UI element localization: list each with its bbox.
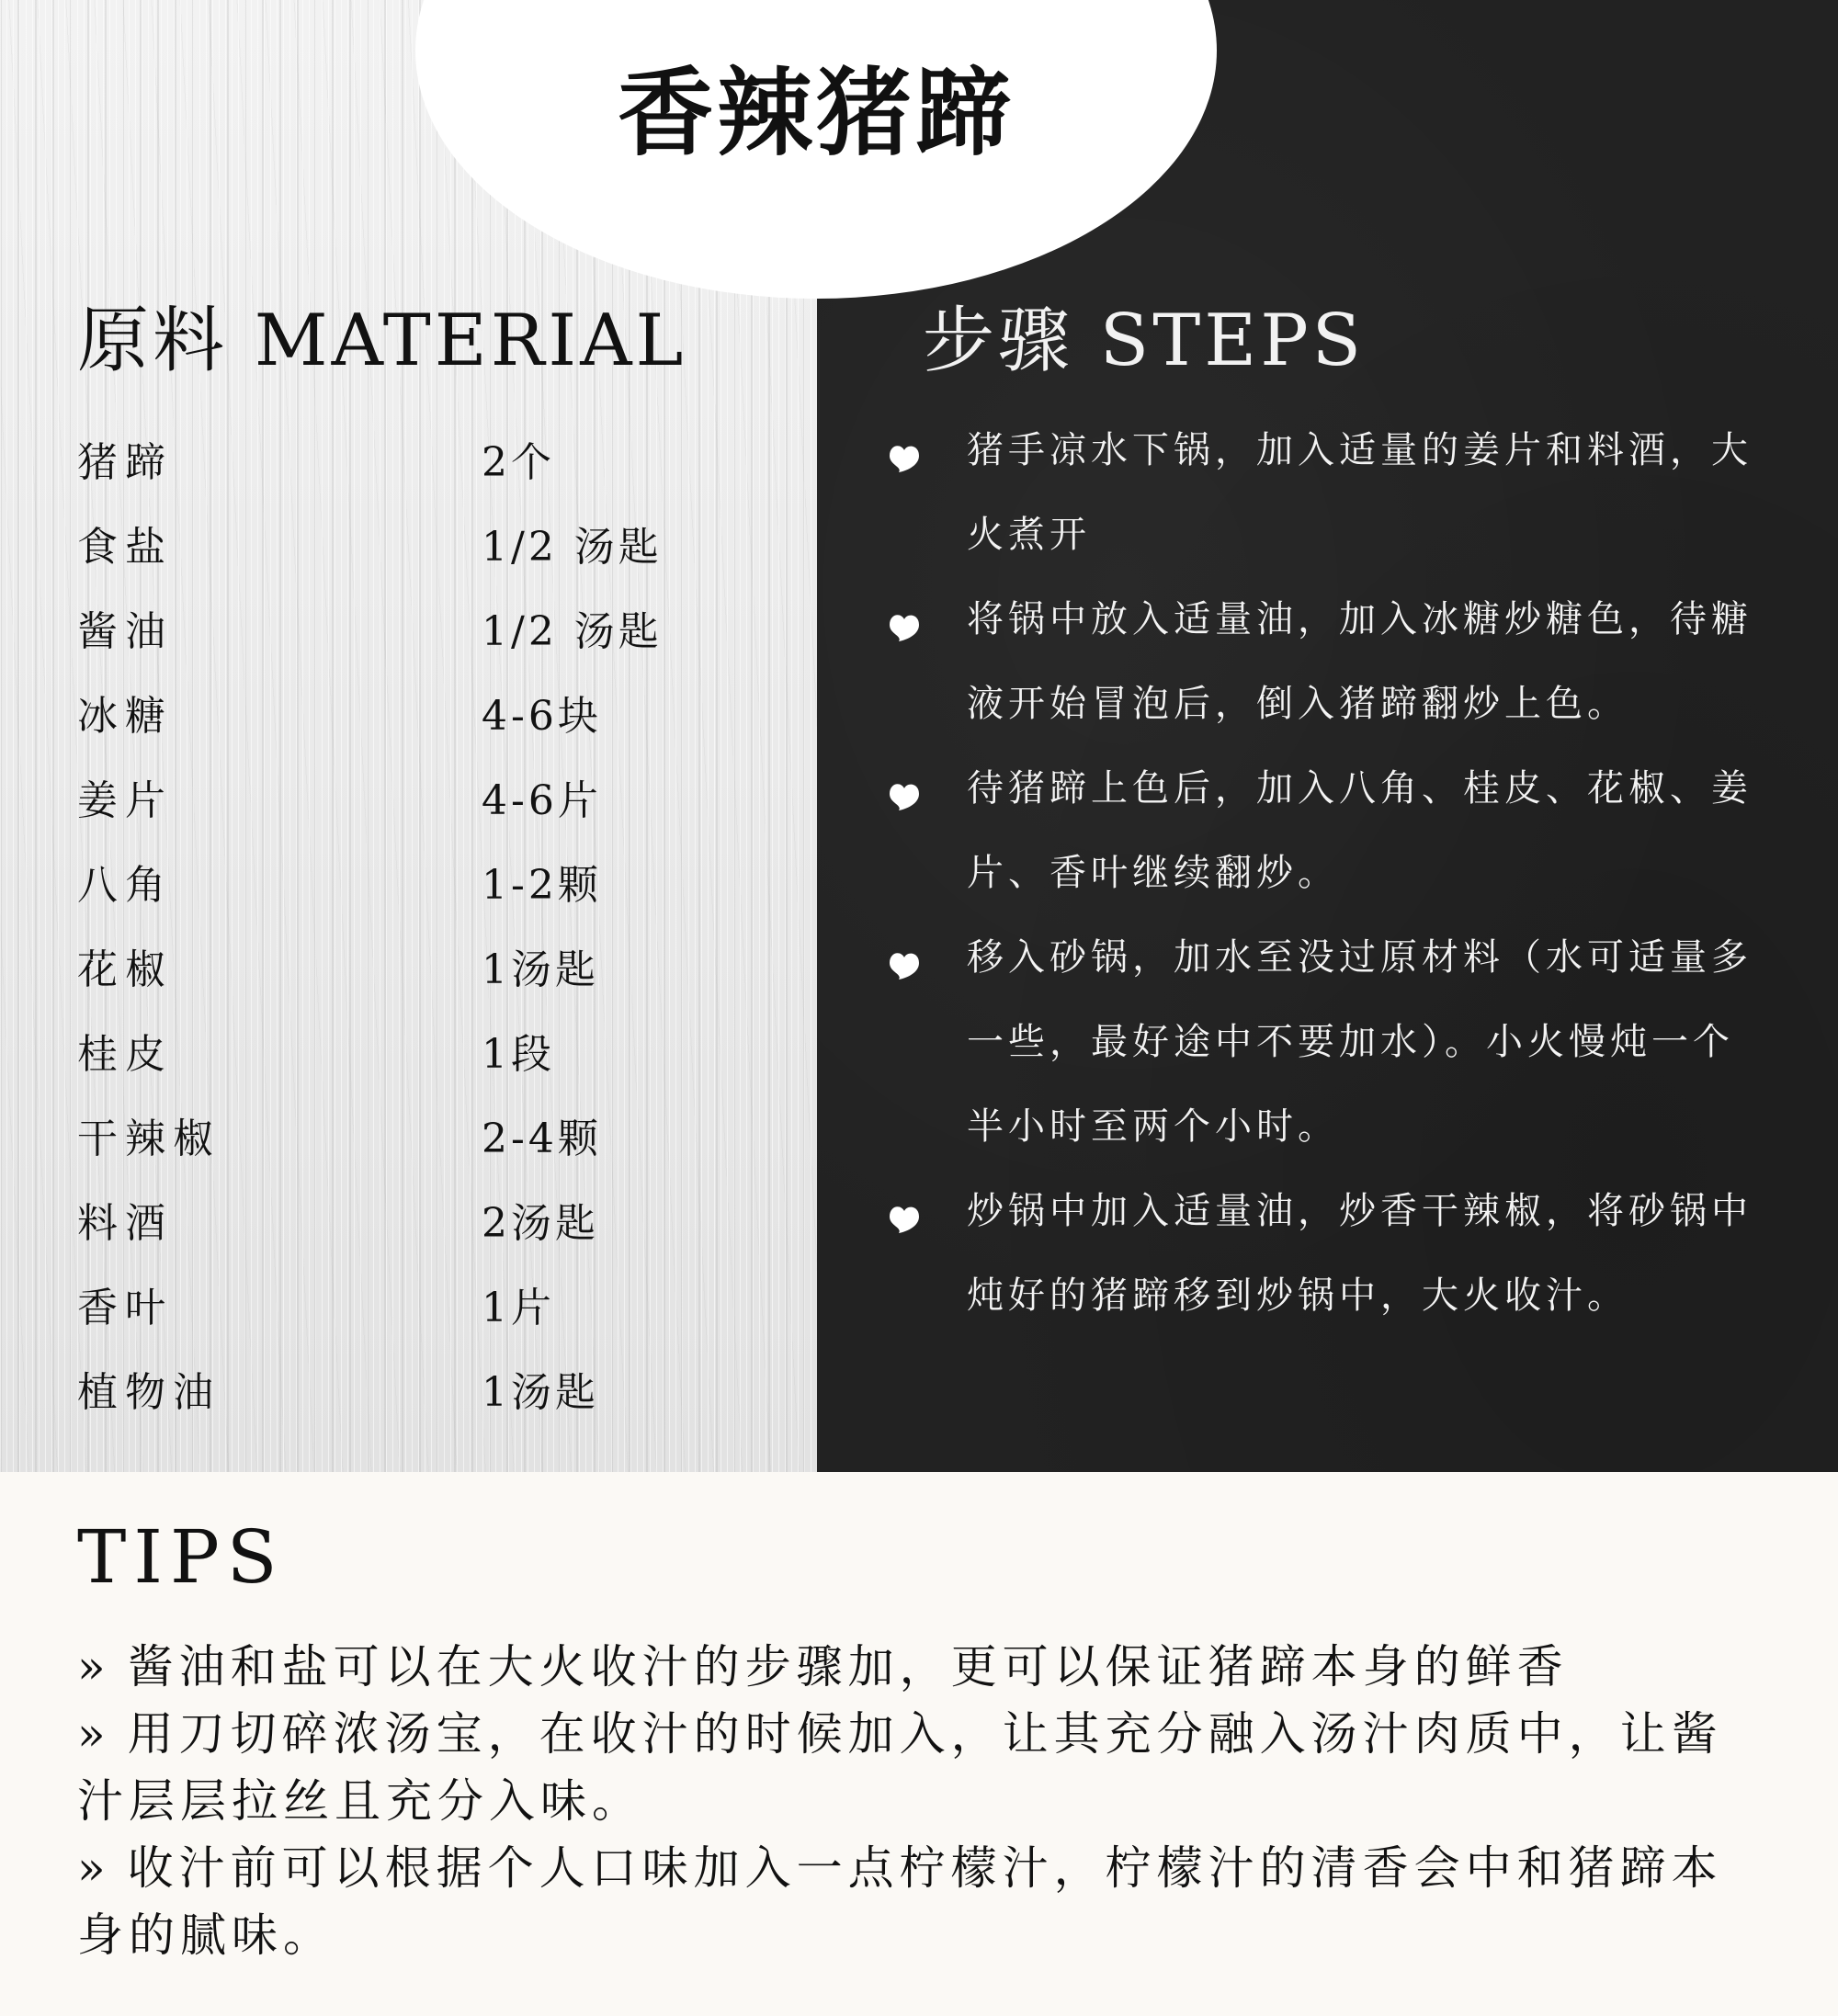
- material-name: 八角: [77, 862, 173, 909]
- heart-icon: [882, 605, 923, 645]
- material-name: 花椒: [77, 946, 173, 993]
- material-row: [77, 1097, 794, 1182]
- material-quantity: 1-2颗: [482, 862, 602, 909]
- tip-text: 酱油和盐可以在大火收汁的步骤加，更可以保证猪蹄本身的鲜香: [127, 1640, 1569, 1693]
- material-name: 料酒: [77, 1200, 173, 1247]
- material-name: 香叶: [77, 1285, 173, 1331]
- material-quantity: 1/2 汤匙: [482, 608, 663, 655]
- material-name: 桂皮: [77, 1031, 173, 1078]
- material-name: 植物油: [77, 1369, 221, 1416]
- heart-icon: [882, 1196, 923, 1237]
- heart-icon: [882, 774, 923, 814]
- material-quantity: 4-6块: [482, 693, 602, 740]
- material-row: [77, 1266, 794, 1351]
- tip-item: [77, 1701, 1759, 1835]
- material-row: [77, 1013, 794, 1097]
- page-title: 香辣猪蹄: [617, 57, 1015, 169]
- material-row: [77, 590, 794, 674]
- heart-icon: [882, 943, 923, 983]
- tip-text: 收汁前可以根据个人口味加入一点柠檬汁，柠檬汁的清香会中和猪蹄本身的腻味。: [77, 1841, 1723, 1962]
- steps-heading: 步骤 STEPS: [923, 300, 1366, 382]
- tip-text: 用刀切碎浓汤宝，在收汁的时候加入，让其充分融入汤汁肉质中，让酱汁层层拉丝且充分入味。: [77, 1707, 1723, 1828]
- material-quantity: 2汤匙: [482, 1200, 599, 1247]
- material-row: [77, 1351, 794, 1435]
- tip-marker: »: [77, 1841, 111, 1895]
- material-quantity: 1段: [482, 1031, 555, 1078]
- material-name: 猪蹄: [77, 439, 173, 486]
- tip-item: [77, 1634, 1759, 1701]
- material-quantity: 1汤匙: [482, 946, 599, 993]
- step-text: 炒锅中加入适量油，炒香干辣椒，将砂锅中炖好的猪蹄移到炒锅中，大火收汁。: [967, 1190, 1753, 1317]
- material-row: [77, 928, 794, 1013]
- materials-heading: 原料 MATERIAL: [77, 300, 687, 382]
- heart-icon: [882, 436, 923, 476]
- material-row: [77, 674, 794, 759]
- material-row: [77, 844, 794, 928]
- material-quantity: 2-4颗: [482, 1116, 602, 1162]
- material-quantity: 2个: [482, 439, 555, 486]
- step-text: 猪手凉水下锅，加入适量的姜片和料酒，大火煮开: [967, 429, 1753, 556]
- material-quantity: 1/2 汤匙: [482, 524, 663, 571]
- step-text: 移入砂锅，加水至没过原材料（水可适量多一些，最好途中不要加水）。小火慢炖一个半小时至两个小时。: [967, 936, 1753, 1148]
- tip-marker: »: [77, 1640, 111, 1693]
- material-quantity: 1片: [482, 1285, 555, 1331]
- step-text: 待猪蹄上色后，加入八角、桂皮、花椒、姜片、香叶继续翻炒。: [967, 767, 1753, 894]
- tips-heading: TIPS: [77, 1514, 285, 1600]
- tip-item: [77, 1835, 1759, 1969]
- material-name: 酱油: [77, 608, 173, 655]
- material-name: 姜片: [77, 777, 173, 824]
- step-text: 将锅中放入适量油，加入冰糖炒糖色，待糖液开始冒泡后，倒入猪蹄翻炒上色。: [967, 598, 1753, 725]
- tips-list: [77, 1634, 1759, 1969]
- material-row: [77, 759, 794, 844]
- material-name: 食盐: [77, 524, 173, 571]
- material-row: [77, 505, 794, 590]
- material-row: [77, 421, 794, 505]
- material-name: 干辣椒: [77, 1116, 221, 1162]
- material-name: 冰糖: [77, 693, 173, 740]
- material-quantity: 1汤匙: [482, 1369, 599, 1416]
- tip-marker: »: [77, 1707, 111, 1761]
- material-row: [77, 1182, 794, 1266]
- material-quantity: 4-6片: [482, 777, 602, 824]
